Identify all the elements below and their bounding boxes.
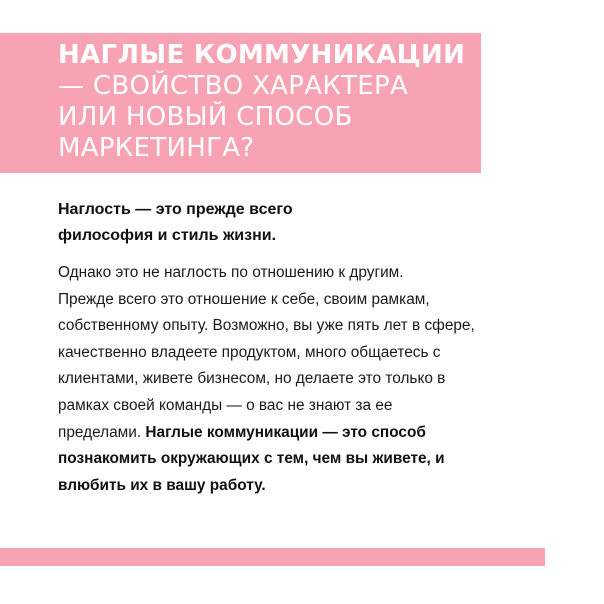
- body-line-4: качественно владеете продуктом, много общаетесь с: [58, 343, 441, 361]
- body-line-7-regular: пределами.: [58, 423, 146, 441]
- page-title: [58, 40, 478, 164]
- body-line-6: рамках своей команды — о вас не знают за ее: [58, 396, 393, 414]
- title-line-3: ИЛИ НОВЫЙ СПОСОБ: [58, 102, 353, 132]
- title-line-4: МАРКЕТИНГА?: [58, 133, 255, 163]
- title-line-2: — СВОЙСТВО ХАРАКТЕРА: [58, 71, 409, 101]
- footer-accent-bar: [0, 548, 545, 566]
- body-line-5: клиентами, живете бизнесом, но делаете это только в: [58, 370, 446, 388]
- body-line-7: [58, 420, 548, 447]
- lead-line-1: Наглость — это прежде всего: [58, 201, 293, 218]
- body-line-8: познакомить окружающих с тем, чем вы живете, и: [58, 450, 445, 468]
- body-line-1: Однако это не наглость по отношению к другим.: [58, 264, 404, 281]
- body-line-7-bold: Наглые коммуникации — это способ: [145, 423, 426, 441]
- title-line-1: НАГЛЫЕ КОММУНИКАЦИИ: [58, 40, 466, 70]
- body-paragraph: [58, 260, 548, 499]
- body-line-2: Прежде всего это отношение к себе, своим рамкам,: [58, 290, 430, 308]
- body-line-9: влюбить их в вашу работу.: [58, 476, 266, 494]
- lead-paragraph: [58, 197, 538, 249]
- lead-line-2: философия и стиль жизни.: [58, 227, 277, 244]
- body-line-3: собственному опыту. Возможно, вы уже пять лет в сфере,: [58, 317, 475, 335]
